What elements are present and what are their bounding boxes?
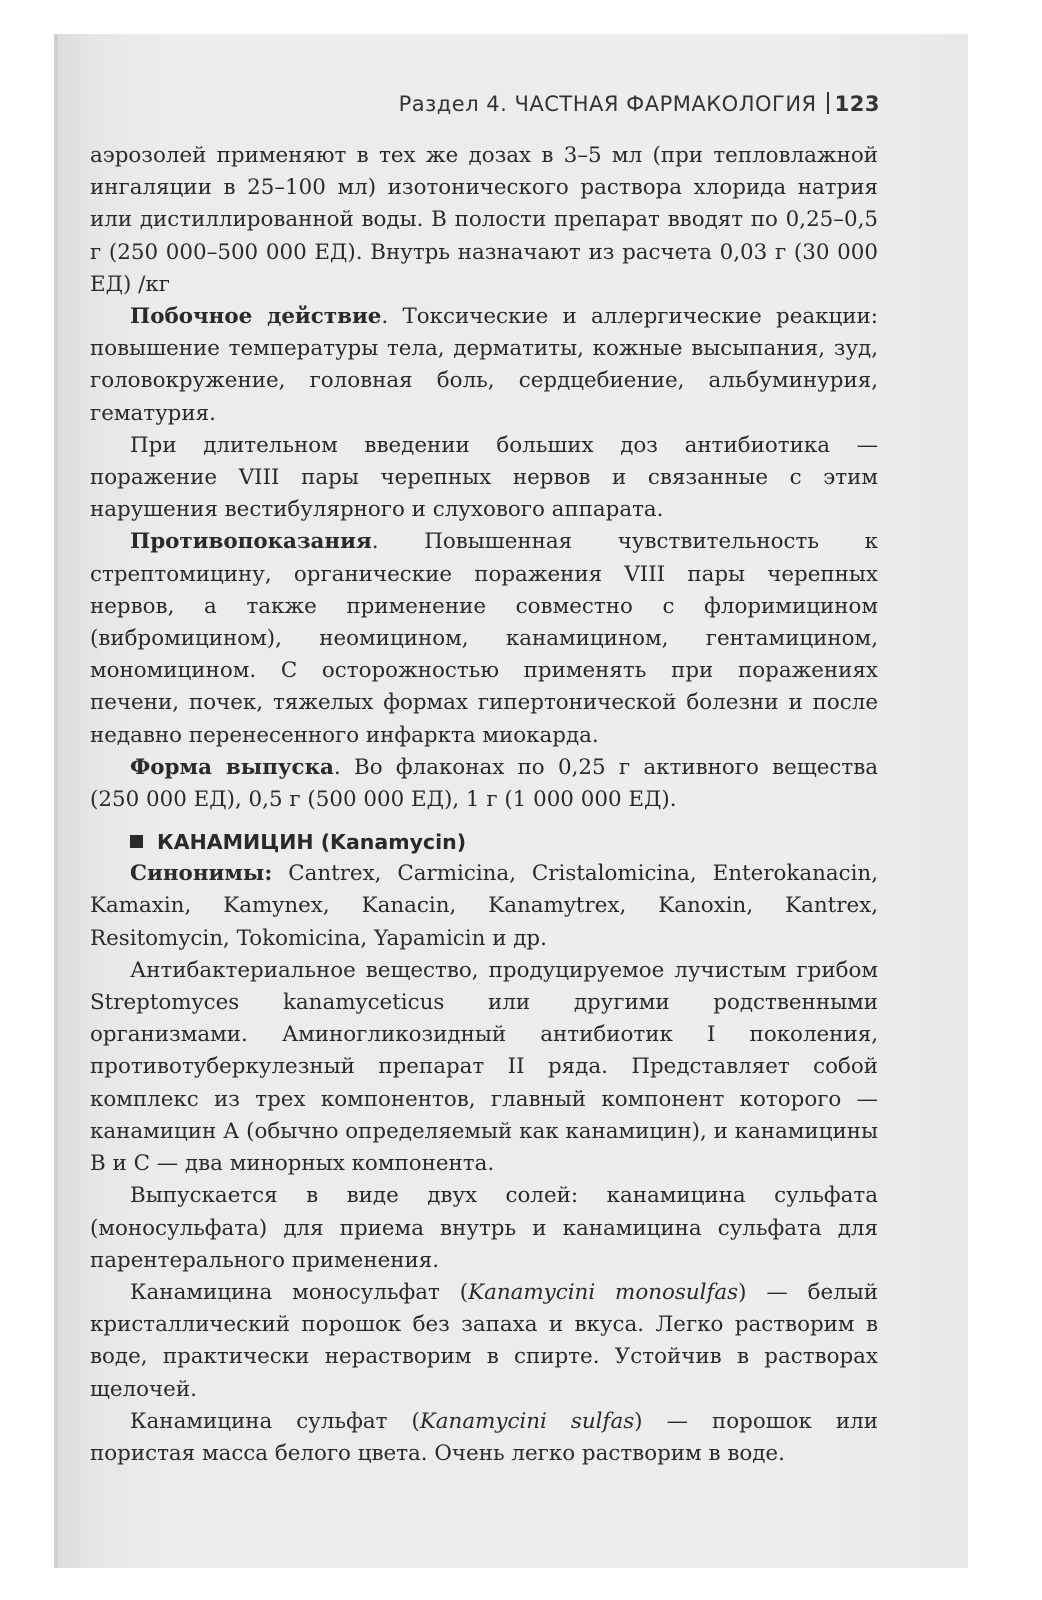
paragraph-synonyms (90, 858, 878, 955)
paragraph-text: Канамицина моносульфат ( (130, 1279, 469, 1305)
latin-term: Kanamycini sulfas (419, 1408, 635, 1434)
paragraph-text: ) — порошок или пористая масса белого цвета. Очень легко растворим в воде. (90, 1408, 878, 1466)
paragraph-text: ) — белый кристаллический порошок без запаха и вкуса. Легко растворим в воде, практически нерастворим в спирте. Устойчив в растворах щелочей. (90, 1279, 878, 1402)
paragraph-long-term-use (90, 430, 878, 527)
paragraph-text: Канамицина сульфат ( (130, 1408, 420, 1434)
paragraph-label: Противопоказания (130, 529, 372, 555)
paragraph-text: . Во флаконах по 0,25 г активного вещества (250 000 ЕД), 0,5 г (500 000 ЕД), 1 г (1 000 000 ЕД). (90, 754, 878, 813)
square-bullet-icon (130, 835, 143, 848)
paragraph-release-form (90, 752, 878, 816)
running-header (90, 92, 880, 126)
paragraph-dosage-continued (90, 140, 878, 301)
paragraph-description (90, 955, 878, 1180)
paragraph-salts (90, 1180, 878, 1277)
paragraph-text: Выпускается в виде двух солей: канамицина сульфата (моносульфата) для приема внутрь и канамицина сульфата для парентерального применения. (90, 1183, 878, 1273)
paragraph-label: Синонимы: (130, 861, 273, 887)
paragraph-text: . Повышенная чувствительность к стрептомицину, органические поражения VIII пары черепных нервов, а также применение совместно с флоримицином (вибромицином), неомицином, канамицином, гентамицином, мономицином. С осторожностью применять при поражениях печени, почек, тяжелых формах гипертонической болезни и после недавно перенесенного инфаркта миокарда. (90, 529, 878, 748)
paragraph-text: Антибактериальное вещество, продуцируемое лучистым грибом Streptomyces kanamyceticus или другими родственными организмами. Аминогликозидный антибиотик I поколения, противотуберкулезный препарат II ряда. Представляет собой комплекс из трех компонентов, главный компонент которого — канамицин А (обычно определяемый как канамицин), и канамицины В и С — два минорных компонента. (90, 957, 878, 1177)
page-number: 123 (834, 92, 880, 116)
paragraph-text: аэрозолей применяют в тех же дозах в 3–5 мл (при тепловлажной ингаляции в 25–100 мл) изотонического раствора хлорида натрия или дистиллированной воды. В полости препарат вводят по 0,25–0,5 г (250 000–500 000 ЕД). Внутрь назначают из расчета 0,03 г (30 000 ЕД) /кг (90, 143, 878, 297)
paragraph-text: Cantrex, Carmicina, Cristalomicina, Enterokanacin, Kamaxin, Kamynex, Kanacin, Kanamytrex, Kanoxin, Kantrex, Resitomycin, Tokomicina, Yapamicin и др. (90, 861, 878, 951)
paragraph-side-effects (90, 301, 878, 430)
paragraph-contraindications (90, 526, 878, 751)
paragraph-monosulfate (90, 1277, 878, 1406)
drug-latin-name: (Kanamycin) (320, 830, 467, 855)
paragraph-text: . Токсические и аллергические реакции: повышение температуры тела, дерматиты, кожные высыпания, зуд, головокружение, головная боль, сердцебиение, альбуминурия, гематурия. (90, 304, 878, 426)
page-edge-shadow (54, 34, 58, 1568)
paragraph-text: При длительном введении больших доз антибиотика — поражение VIII пары черепных нервов и связанные с этим нарушения вестибулярного и слухового аппарата. (90, 432, 878, 523)
header-divider (827, 92, 829, 114)
drug-name: КАНАМИЦИН (157, 830, 314, 855)
drug-section-heading (130, 826, 878, 858)
header-section-title: Раздел 4. ЧАСТНАЯ ФАРМАКОЛОГИЯ (398, 92, 817, 116)
paragraph-label: Форма выпуска (130, 754, 334, 780)
page-body (90, 140, 878, 1470)
paragraph-sulfate (90, 1406, 878, 1470)
latin-term: Kanamycini monosulfas (468, 1279, 739, 1305)
paragraph-label: Побочное действие (130, 304, 382, 330)
